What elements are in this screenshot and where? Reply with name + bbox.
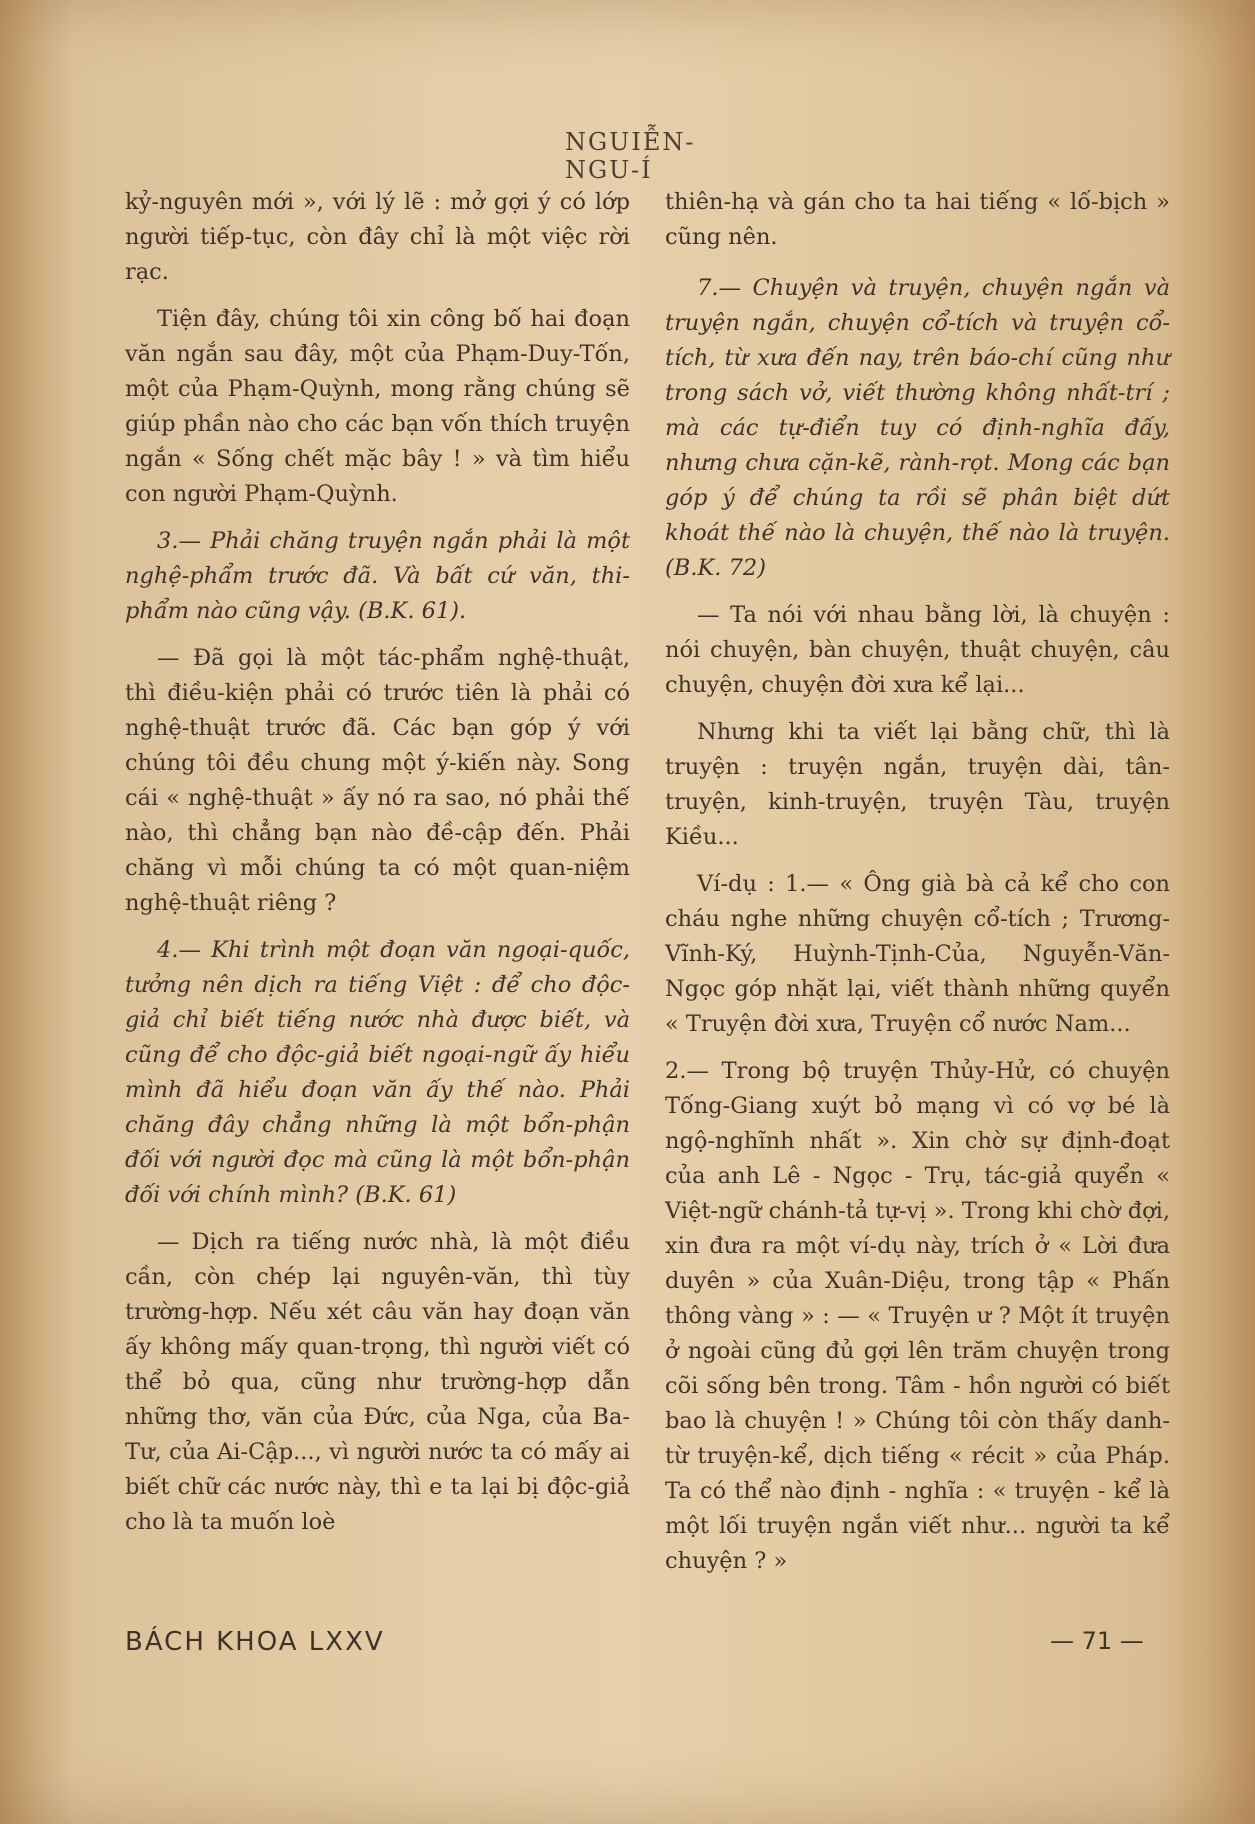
answer-3: — Đã gọi là một tác-phẩm nghệ-thuật, thì điều-kiện phải có trước tiên là phải có nghệ-thuật trước đã. Các bạn góp ý với chúng tôi đều chung một ý-kiến này. Song cái « nghệ-thuật » ấy nó ra sao, nó phải thế nào, thì chẳng bạn nào đề-cập đến. Phải chăng vì mỗi chúng ta có một quan-niệm nghệ-thuật riêng ?	[125, 645, 630, 916]
paragraph-written-form: Nhưng khi ta viết lại bằng chữ, thì là truyện : truyện ngắn, truyện dài, tân-truyện, kinh-truyện, truyện Tàu, truyện Kiều...	[665, 719, 1170, 850]
running-header: NGUIỄN-NGU-Í	[565, 128, 696, 184]
example-1: Ví-dụ : 1.— « Ông già bà cả kể cho con cháu nghe những chuyện cổ-tích ; Trương-Vĩnh-Ký, Huỳnh-Tịnh-Của, Nguyễn-Văn-Ngọc góp nhặt lại, viết thành những quyển « Truyện đời xưa, Truyện cổ nước Nam...	[665, 871, 1170, 1037]
question-4: 4.— Khi trình một đoạn văn ngoại-quốc, tưởng nên dịch ra tiếng Việt : để cho độc-giả chỉ biết tiếng nước nhà được biết, và cũng để cho độc-giả biết ngoại-ngữ ấy hiểu mình đã hiểu đoạn văn ấy thế nào. Phải chăng đây chẳng những là một bổn-phận đối với người đọc mà cũng là một bổn-phận đối với chính mình? (B.K. 61)	[125, 937, 630, 1208]
answer-7: — Ta nói với nhau bằng lời, là chuyện : nói chuyện, bàn chuyện, thuật chuyện, câu chuyện, chuyện đời xưa kể lại...	[665, 602, 1170, 698]
page-number: — 71 —	[1050, 1627, 1144, 1655]
question-3: 3.— Phải chăng truyện ngắn phải là một nghệ-phẩm trước đã. Và bất cứ văn, thi-phẩm nào cũng vậy. (B.K. 61).	[125, 528, 630, 624]
example-2: 2.— Trong bộ truyện Thủy-Hử, có chuyện Tống-Giang xuýt bỏ mạng vì có vợ bé là ngộ-nghĩnh nhất ». Xin chờ sự định-đoạt của anh Lê - Ngọc - Trụ, tác-giả quyển « Việt-ngữ chánh-tả tự-vị ». Trong khi chờ đợi, xin đưa ra một ví-dụ này, trích ở « Lời đưa duyên » của Xuân-Diệu, trong tập « Phấn thông vàng » : — « Truyện ư ? Một ít truyện ở ngoài cũng đủ gợi lên trăm chuyện trong cõi sống bên trong. Tâm - hồn người có biết bao là chuyện ! » Chúng tôi còn thấy danh-từ truyện-kể, dịch tiếng « récit » của Pháp. Ta có thể nào định - nghĩa : « truyện - kể là một lối truyện ngắn viết như... người ta kể chuyện ? »	[665, 1058, 1170, 1574]
paragraph-introduction: Tiện đây, chúng tôi xin công bố hai đoạn văn ngắn sau đây, một của Phạm-Duy-Tốn, một của Phạm-Quỳnh, mong rằng chúng sẽ giúp phần nào cho các bạn vốn thích truyện ngắn « Sống chết mặc bây ! » và tìm hiểu con người Phạm-Quỳnh.	[125, 306, 630, 507]
answer-4: — Dịch ra tiếng nước nhà, là một điều cần, còn chép lại nguyên-văn, thì tùy trường-hợp. Nếu xét câu văn hay đoạn văn ấy không mấy quan-trọng, thì người viết có thể bỏ qua, cũng như trường-hợp dẫn những thơ, văn của Đức, của Nga, của Ba-Tư, của Ai-Cập..., vì người nước ta có mấy ai biết chữ các nước này, thì e ta lại bị độc-giả cho là ta muốn loè	[125, 1229, 630, 1535]
paragraph-continuation: thiên-hạ và gán cho ta hai tiếng « lố-bịch » cũng nên.	[665, 189, 1170, 250]
question-7: 7.— Chuyện và truyện, chuyện ngắn và truyện ngắn, chuyện cổ-tích và truyện cổ-tích, từ xưa đến nay, trên báo-chí cũng như trong sách vở, viết thường không nhất-trí ; mà các tự-điển tuy có định-nghĩa đấy, nhưng chưa cặn-kẽ, rành-rọt. Mong các bạn góp ý để chúng ta rồi sẽ phân biệt dứt khoát thế nào là chuyện, thế nào là truyện. (B.K. 72)	[665, 275, 1170, 581]
paragraph-continuation: kỷ-nguyên mới », với lý lẽ : mở gợi ý có lớp người tiếp-tục, còn đây chỉ là một việc rời rạc.	[125, 189, 630, 285]
right-column	[665, 185, 1170, 1591]
left-column	[125, 185, 630, 1552]
magazine-issue-label: BÁCH KHOA LXXV	[125, 1627, 385, 1657]
